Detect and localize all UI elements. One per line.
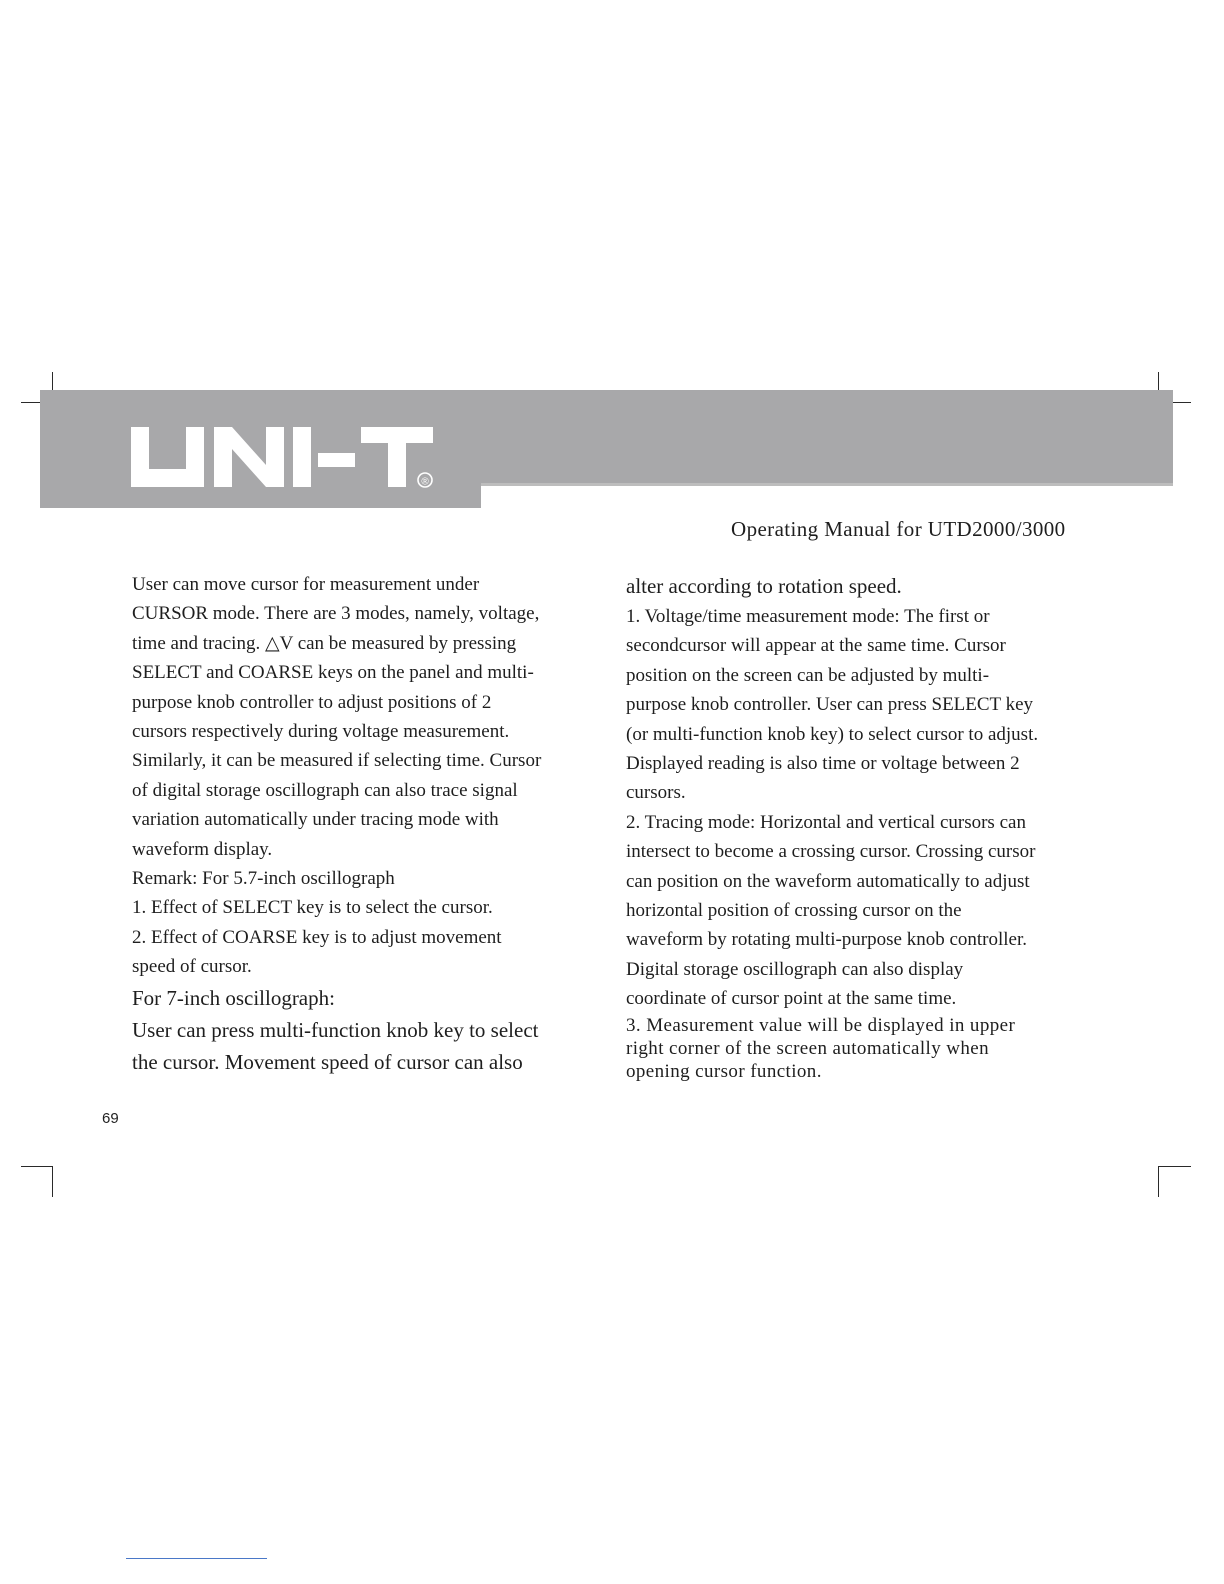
left-column [132, 570, 602, 1078]
text-line: User can press multi-function knob key to select [132, 1017, 539, 1042]
uni-t-logo [128, 415, 448, 495]
crop-mark-bottom-right-horizontal [1158, 1166, 1191, 1167]
text-line: opening cursor function. [626, 1060, 822, 1082]
text-line: User can move cursor for measurement under [132, 574, 480, 595]
text-line: waveform by rotating multi-purpose knob controller. [626, 929, 1028, 951]
text-line: CURSOR mode. There are 3 modes, namely, voltage, [132, 603, 540, 625]
bottom-link-underline [126, 1558, 267, 1559]
text-line: alter according to rotation speed. [626, 574, 902, 598]
text-line: For 7-inch oscillograph: [132, 985, 335, 1010]
text-line: variation automatically under tracing mode with [132, 809, 499, 831]
right-column [626, 570, 1096, 1083]
crop-mark-top-right-vertical [1158, 372, 1159, 390]
text-line: (or multi-function knob key) to select cursor to adjust. [626, 723, 1039, 745]
registered-mark: ® [421, 476, 429, 488]
text-line: horizontal position of crossing cursor on the [626, 900, 962, 922]
text-line: of digital storage oscillograph can also trace signal [132, 779, 518, 801]
text-line: time and tracing. △V can be measured by pressing [132, 632, 517, 654]
header-divider [481, 483, 1173, 486]
text-line: 1. Voltage/time measurement mode: The first or [626, 606, 990, 627]
text-line: 2. Tracing mode: Horizontal and vertical cursors can [626, 811, 1026, 833]
text-line: speed of cursor. [132, 956, 252, 978]
text-line: position on the screen can be adjusted by multi- [626, 664, 990, 686]
running-head: Operating Manual for UTD2000/3000 [731, 517, 1066, 541]
crop-mark-bottom-left-horizontal [21, 1166, 53, 1167]
text-line: 3. Measurement value will be displayed in upper [626, 1014, 1016, 1036]
text-line: cursors. [626, 782, 686, 804]
text-line: cursors respectively during voltage measurement. [132, 721, 510, 743]
text-line: Digital storage oscillograph can also display [626, 958, 964, 980]
text-line: 2. Effect of COARSE key is to adjust movement [132, 926, 502, 948]
text-line: purpose knob controller. User can press SELECT key [626, 694, 1034, 716]
text-line: can position on the waveform automatically to adjust [626, 870, 1030, 892]
text-line: purpose knob controller to adjust positions of 2 [132, 691, 492, 713]
text-line: waveform display. [132, 838, 273, 860]
crop-mark-top-right-horizontal [1173, 402, 1191, 403]
crop-mark-bottom-right-vertical [1158, 1166, 1159, 1197]
text-line: 1. Effect of SELECT key is to select the cursor. [132, 897, 493, 919]
page-number: 69 [102, 1110, 119, 1127]
text-line: Similarly, it can be measured if selecting time. Cursor [132, 750, 542, 772]
text-line: right corner of the screen automatically when [626, 1037, 990, 1059]
text-line: coordinate of cursor point at the same time. [626, 988, 957, 1010]
text-line: SELECT and COARSE keys on the panel and multi- [132, 662, 534, 684]
text-line: the cursor. Movement speed of cursor can also [132, 1049, 523, 1074]
text-line: secondcursor will appear at the same time. Cursor [626, 635, 1006, 657]
crop-mark-top-left-horizontal [21, 402, 40, 403]
text-line: intersect to become a crossing cursor. Crossing cursor [626, 841, 1036, 863]
crop-mark-bottom-left-vertical [52, 1166, 53, 1197]
crop-mark-top-left-vertical [52, 372, 53, 390]
text-line: Remark: For 5.7-inch oscillograph [132, 868, 395, 890]
text-line: Displayed reading is also time or voltage between 2 [626, 753, 1020, 775]
